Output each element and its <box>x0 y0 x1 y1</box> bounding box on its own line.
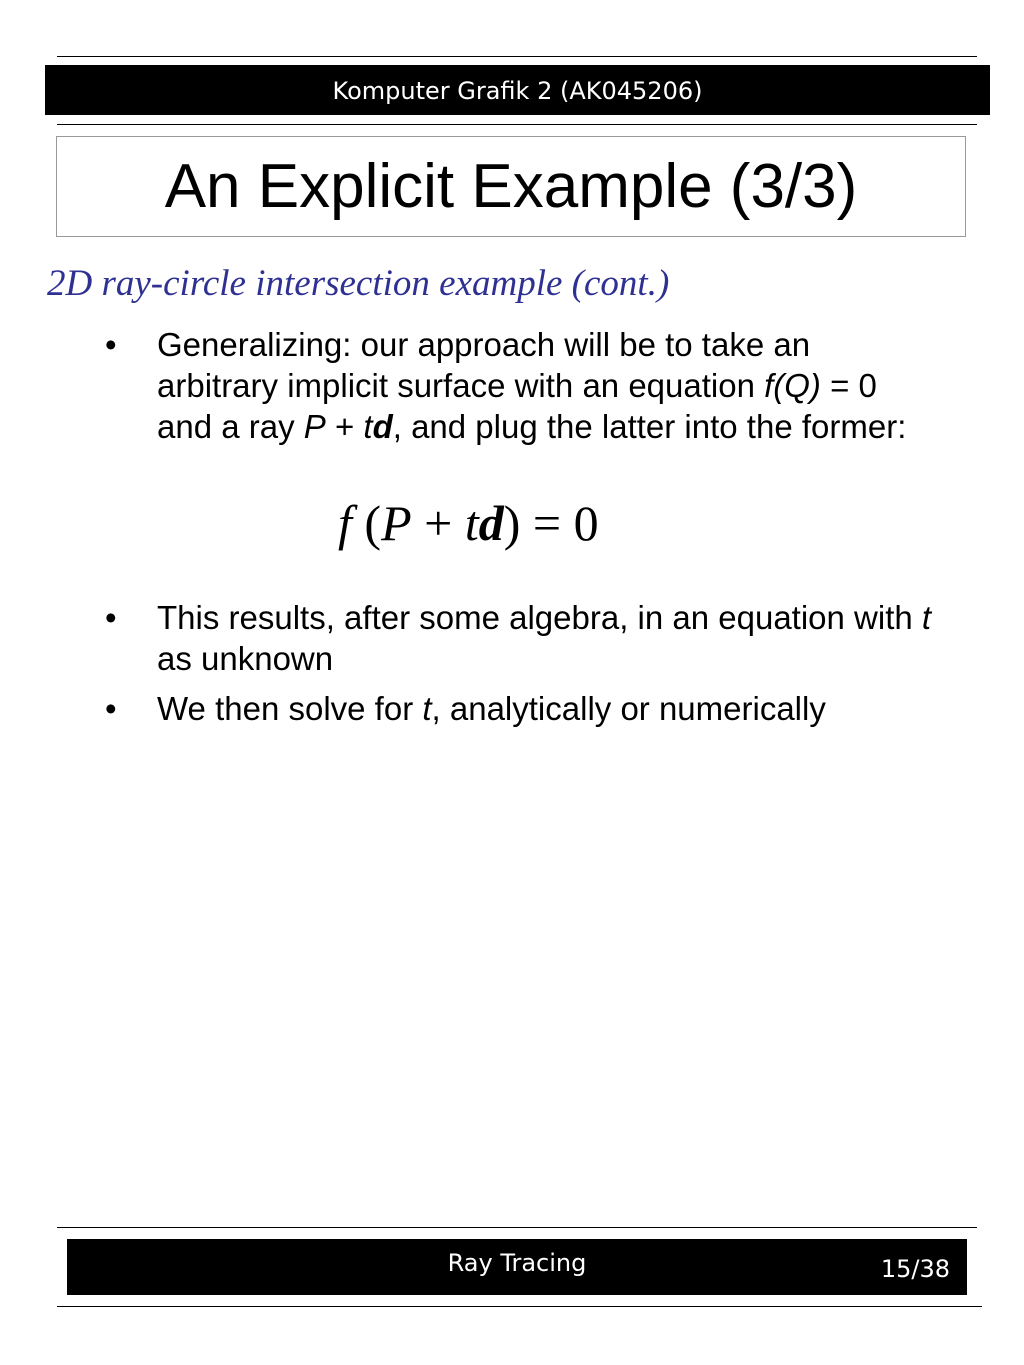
bullet-marker: • <box>105 326 117 363</box>
bullet-marker: • <box>105 599 117 636</box>
header-top-rule <box>57 56 977 57</box>
bullet-math-p: P <box>303 408 326 445</box>
bullet-text: , analytically or numerically <box>431 690 826 727</box>
footer-title: Ray Tracing <box>447 1249 587 1277</box>
bullet-item-results <box>105 597 935 679</box>
eq-equals: = <box>532 495 562 551</box>
footer-top-rule <box>57 1227 977 1228</box>
bullet-text: Generalizing: our approach will be to take an arbitrary implicit surface with an equation <box>157 326 811 404</box>
eq-p: P <box>381 495 412 551</box>
slide-subheading: 2D ray-circle intersection example (cont.) <box>47 263 670 304</box>
bullet-text: as unknown <box>157 640 334 677</box>
slide-title: An Explicit Example (3/3) <box>164 152 858 221</box>
bullet-math-d: d <box>372 408 393 445</box>
bullet-text: , and plug the latter into the former: <box>392 408 907 445</box>
page-number: 15/38 <box>880 1255 950 1283</box>
bullet-text: This results, after some algebra, in an equation with <box>157 599 922 636</box>
bullet-item-solve <box>105 688 935 729</box>
eq-close-paren: ) <box>503 495 521 551</box>
course-header <box>45 65 990 115</box>
bullet-math-t: t <box>422 690 432 727</box>
bullet-list-1 <box>105 324 935 447</box>
eq-d: d <box>478 495 504 551</box>
eq-f: f <box>338 495 352 551</box>
eq-zero: 0 <box>573 495 599 551</box>
bullet-math-t: t <box>363 408 373 445</box>
bullet-item-generalizing <box>105 324 935 447</box>
eq-plus: + <box>424 495 453 551</box>
eq-t: t <box>464 495 479 551</box>
bullet-marker: • <box>105 690 117 727</box>
bullet-text: We then solve for <box>157 690 423 727</box>
slide-footer <box>67 1239 967 1295</box>
bullet-list-2 <box>105 597 935 729</box>
bullet-text: = 0 and a ray <box>157 367 877 445</box>
course-title: Komputer Grafik 2 (AK045206) <box>332 77 703 105</box>
bullet-text: + <box>325 408 364 445</box>
header-bottom-rule <box>57 124 977 125</box>
equation <box>338 493 599 553</box>
eq-open-paren: ( <box>364 495 382 551</box>
bullet-math-t: t <box>921 599 932 636</box>
slide-title-box <box>56 136 966 237</box>
footer-bottom-rule <box>57 1306 982 1307</box>
bullet-math-fq: f(Q) <box>764 367 821 404</box>
